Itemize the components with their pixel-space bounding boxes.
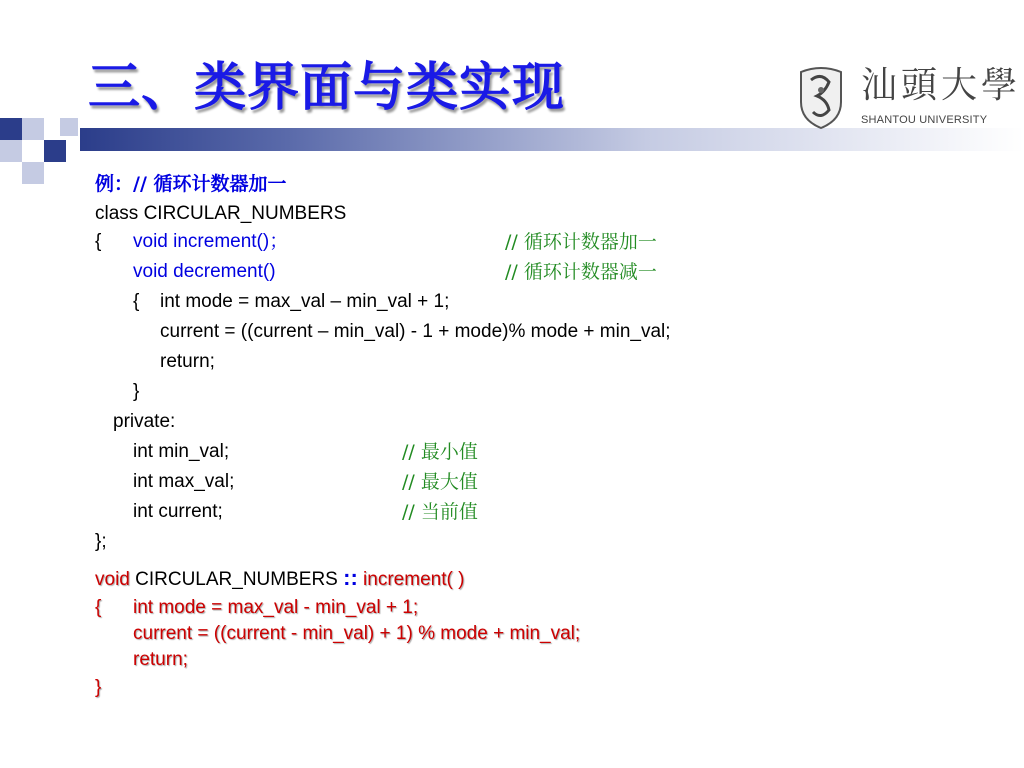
field-max-comment: // 最大值 <box>402 471 478 493</box>
decrement-declaration: void decrement() <box>133 261 276 282</box>
impl-close-brace: } <box>95 677 102 698</box>
decor-square <box>60 118 78 136</box>
increment-comment: // 循环计数器加一 <box>505 231 657 253</box>
example-label: 例：// 循环计数器加一 <box>95 173 287 195</box>
field-current: int current; <box>133 501 223 522</box>
impl-body-line: return; <box>133 649 188 670</box>
impl-body-line: int mode = max_val - min_val + 1; <box>133 597 419 618</box>
impl-open-brace: { <box>95 597 102 618</box>
impl-method-name: increment( ) <box>357 569 465 590</box>
decrement-body-open: { <box>133 291 140 312</box>
private-label: private: <box>113 411 176 432</box>
impl-scope-operator: :: <box>343 565 358 590</box>
impl-void-keyword: void <box>95 569 136 590</box>
decrement-body-close: } <box>133 381 140 402</box>
university-emblem-icon <box>795 62 847 130</box>
field-min-val: int min_val; <box>133 441 230 462</box>
decor-square <box>22 118 44 140</box>
class-close: }; <box>95 531 107 552</box>
slide-title: 三、类界面与类实现 <box>88 59 566 117</box>
field-min-comment: // 最小值 <box>402 441 478 463</box>
class-open-brace: { <box>95 231 102 252</box>
decor-square <box>44 140 66 162</box>
decor-square <box>0 140 22 162</box>
university-name-cn: 汕頭大學 <box>861 65 1022 106</box>
impl-class-name: CIRCULAR_NUMBERS <box>135 569 344 590</box>
impl-body-line: current = ((current - min_val) + 1) % mode + min_val; <box>133 623 581 644</box>
university-logo <box>795 62 1022 132</box>
decor-square <box>0 118 22 140</box>
decrement-body-line: int mode = max_val – min_val + 1; <box>160 291 450 312</box>
decor-square <box>22 162 44 184</box>
increment-declaration: void increment()； <box>133 231 289 252</box>
decrement-comment: // 循环计数器减一 <box>505 261 657 283</box>
university-name-en: SHANTOU UNIVERSITY <box>861 114 988 126</box>
impl-signature <box>95 566 464 592</box>
field-current-comment: // 当前值 <box>402 501 478 523</box>
decrement-body-line: current = ((current – min_val) - 1 + mode)% mode + min_val; <box>160 321 671 342</box>
class-declaration: class CIRCULAR_NUMBERS <box>95 203 347 224</box>
field-max-val: int max_val; <box>133 471 235 492</box>
decrement-body-line: return; <box>160 351 215 372</box>
